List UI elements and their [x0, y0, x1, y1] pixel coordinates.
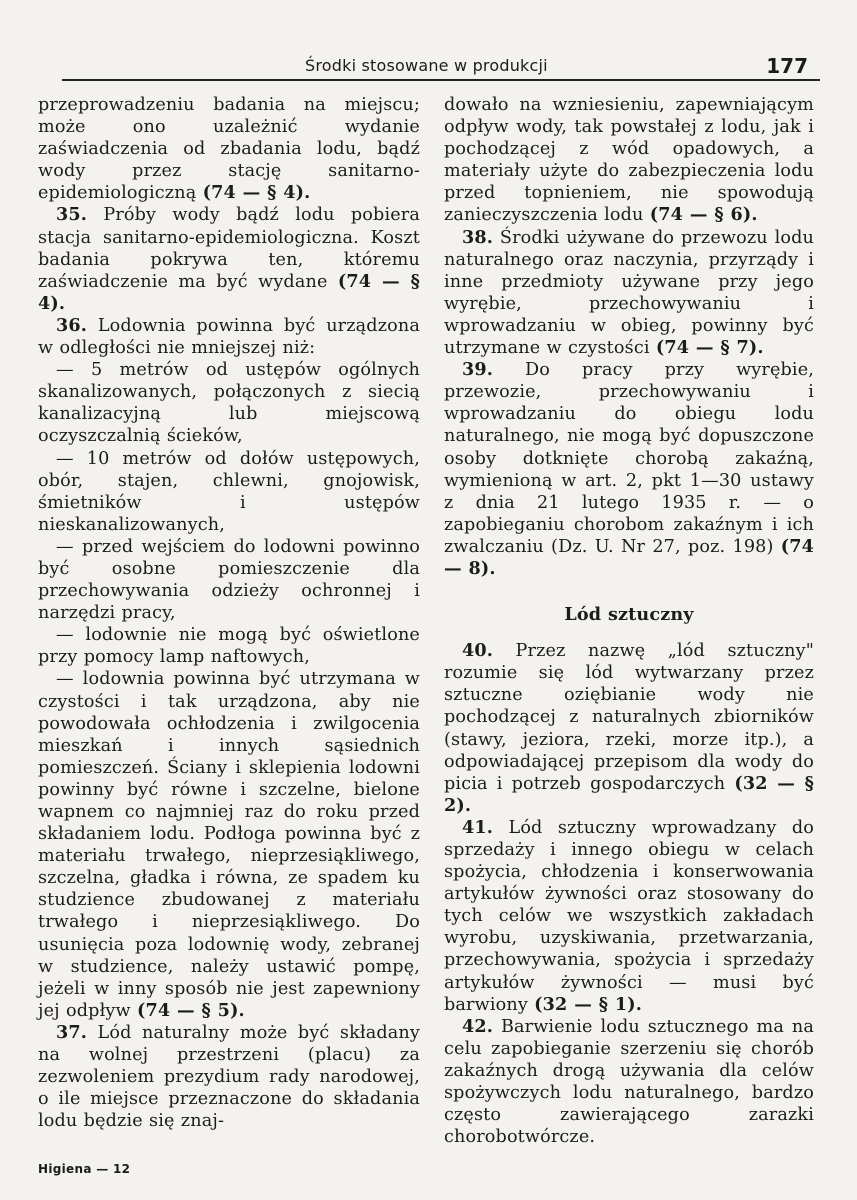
paragraph-text: — lodownia powinna być utrzymana w czystości i tak urządzona, aby nie powodowała ochłodzenia i zwilgocenia mieszkań i innych sąsiednich pomieszczeń. Ściany i sklepienia lodowni powinny być równe i szczelne, bielone wapnem co najmniej raz do roku przed składaniem lodu. Podłoga powinna być z materiału trwałego, nieprzesiąkliwego, szczelna, gładka i równa, ze spadem ku studzience zbudowanej z materiału trwałego i nieprzesiąkliwego. Do usunięcia poza lodownię wody, zebranej w studzience, należy ustawić pompę, jeżeli w inny sposób nie jest zapewniony jej odpływ [38, 669, 420, 1021]
paragraph-35 [38, 204, 420, 314]
legal-reference: (74 — 8). [444, 535, 815, 579]
list-item: — 10 metrów od dołów ustępowych, obór, stajen, chlewni, gnojowisk, śmietników i ustępów nieskanalizowanych, [38, 448, 420, 535]
paragraph-41 [444, 817, 814, 1016]
paragraph-number: 41. [462, 816, 494, 838]
page-number: 177 [766, 54, 808, 78]
paragraph-text: Próby wody bądź lodu pobiera stacja sanitarno-epidemiologiczna. Koszt badania pokrywa ten, któremu zaświadczenie ma być wydane [38, 205, 420, 292]
paragraph-39 [444, 359, 814, 580]
running-header [62, 50, 820, 80]
paragraph-37 [38, 1022, 420, 1132]
list-item [38, 668, 420, 1022]
legal-reference: (32 — § 1). [534, 993, 642, 1015]
paragraph-34-continuation [38, 94, 420, 204]
paragraph-37-continuation [444, 94, 814, 227]
right-column [444, 94, 814, 1148]
legal-reference: (74 — § 6). [649, 204, 758, 226]
list-item: — 5 metrów od ustępów ogólnych skanalizowanych, połączonych z siecią kanalizacyjną lub miejscową oczyszczalnią ścieków, [38, 360, 420, 447]
legal-reference: (74 — § 4). [202, 182, 311, 204]
paragraph-text: Przez nazwę „lód sztuczny" rozumie się lód wytwarzany przez sztuczne oziębianie wody nie pochodzącej z naturalnych zbiorników (stawy, jeziora, rzeki, morze itp.), a odpowiadającej przepisom dla wody do picia i potrzeb gospodarczych [444, 641, 814, 794]
paragraph-text: dowało na wzniesieniu, zapewniającym odpływ wody, tak powstałej z lodu, jak i pochodzącej z wód opadowych, a materiały użyte do zabezpieczenia lodu przed topnieniem, nie spowodują zanieczyszczenia lodu [444, 95, 814, 226]
legal-reference: (74 — § 5). [137, 999, 245, 1021]
paragraph-40 [444, 640, 814, 817]
paragraph-text: Lód sztuczny wprowadzany do sprzedaży i innego obiegu w celach spożycia, chłodzenia i konserwowania artykułów żywności oraz stosowany do tych celów we wszystkich zakładach wyrobu, uzyskiwania, przetwarzania, przechowywania, spożycia i sprzedaży artykułów żywności — musi być barwiony [444, 817, 814, 1015]
paragraph-text: Do pracy przy wyrębie, przewozie, przechowywaniu i wprowadzaniu do obiegu lodu naturalnego, nie mogą być dopuszczone osoby dotknięte chorobą zakaźną, wymienioną w art. 2, pkt 1—30 ustawy z dnia 21 lutego 1935 r. — o zapobieganiu chorobom zakaźnym i ich zwalczaniu (Dz. U. Nr 27, poz. 198) [444, 360, 815, 557]
paragraph-text: Środki używane do przewozu lodu naturalnego oraz naczynia, przyrządy i inne przedmioty używane przy jego wyrębie, przechowywaniu i wprowadzaniu w obieg, powinny być utrzymane w czystości [444, 227, 815, 359]
paragraph-number: 38. [462, 226, 494, 248]
paragraph-number: 39. [462, 359, 494, 381]
paragraph-text: Barwienie lodu sztucznego ma na celu zapobieganie szerzeniu się chorób zakaźnych drogą używania dla celów spożywczych lodu naturalnego, bardzo często zawierającego zarazki chorobotwórcze. [444, 1016, 814, 1148]
section-heading: Lód sztuczny [564, 604, 694, 626]
paragraph-number: 42. [462, 1015, 494, 1037]
legal-reference: (74 — § 7). [655, 337, 764, 359]
paragraph-text: Lodownia powinna być urządzona w odległości nie mniejszej niż: [38, 315, 420, 359]
paragraph-number: 37. [56, 1021, 88, 1043]
paragraph-number: 36. [56, 314, 88, 336]
paragraph-42 [444, 1016, 814, 1149]
left-column [38, 94, 420, 1132]
paragraph-number: 35. [56, 204, 88, 226]
legal-reference: (32 — § 2). [444, 772, 815, 816]
paragraph-number: 40. [462, 640, 494, 662]
list-item: — przed wejściem do lodowni powinno być osobne pomieszczenie dla przechowywania odzieży ochronnej i narzędzi pracy, [38, 536, 420, 624]
running-title: Środki stosowane w produkcji [305, 56, 548, 75]
paragraph-text: Lód naturalny może być składany na wolnej przestrzeni (placu) za zezwoleniem prezydium rady narodowej, o ile miejsce przeznaczone do składania lodu będzie się znaj- [38, 1022, 420, 1132]
paragraph-38 [444, 227, 814, 360]
list-item: — lodownie nie mogą być oświetlone przy pomocy lamp naftowych, [38, 625, 420, 668]
signature-mark: Higiena — 12 [38, 1162, 131, 1176]
legal-reference: (74 — § 4). [38, 270, 420, 314]
paragraph-36 [38, 315, 420, 359]
paragraph-text: przeprowadzeniu badania na miejscu; może ono uzależnić wydanie zaświadczenia od zbadania lodu, bądź wody przez stację sanitarno-epidemiologiczną [38, 95, 420, 204]
header-rule [62, 79, 820, 81]
